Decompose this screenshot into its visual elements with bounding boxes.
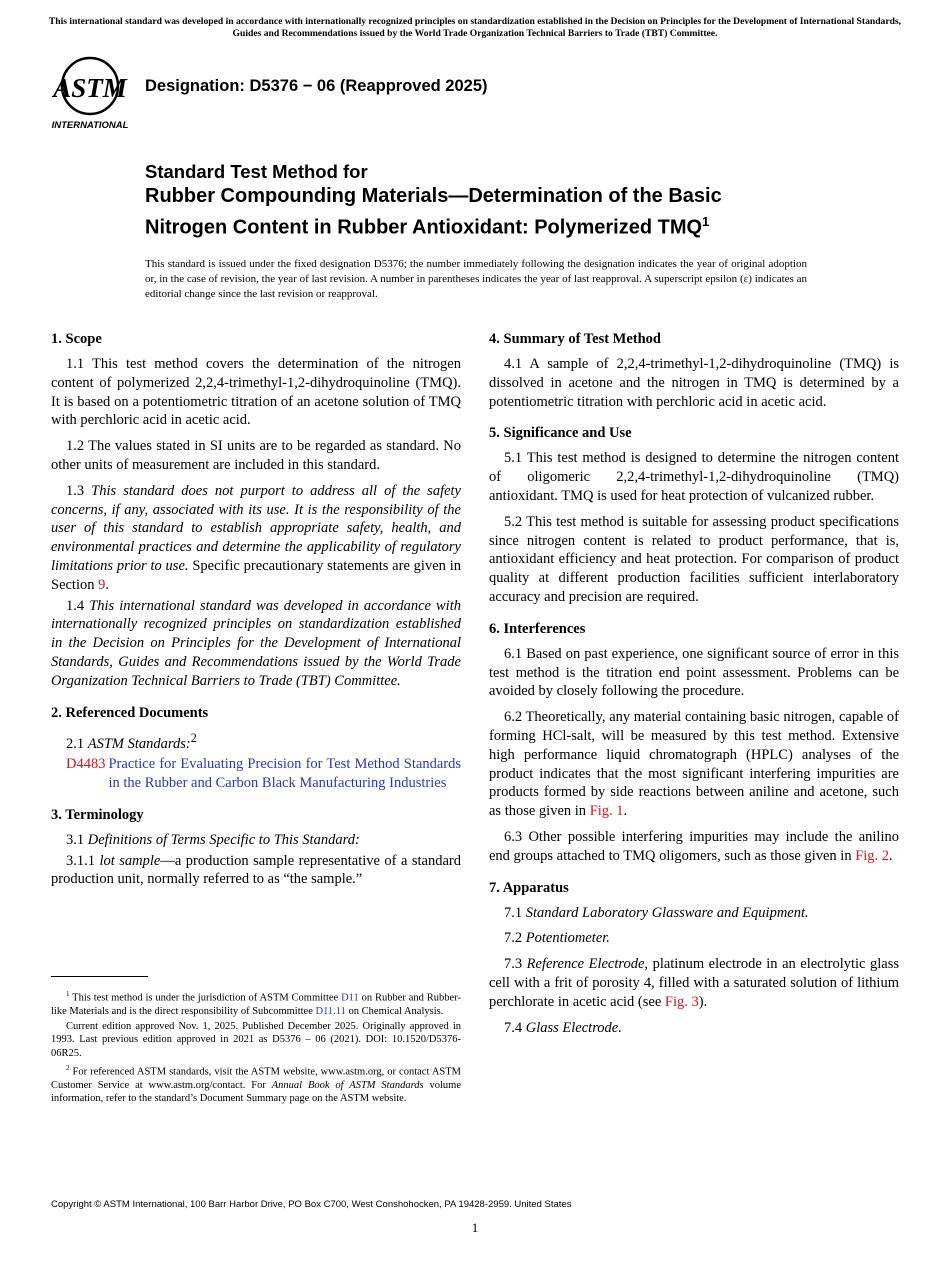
title-line-2: Rubber Compounding Materials—Determination of the Basic bbox=[145, 185, 722, 207]
section-summary bbox=[489, 330, 899, 411]
footnote-1-edition: Current edition approved Nov. 1, 2025. Published December 2025. Originally approved in 1993. Last previous edition approved in 2021 as D5376 – 06 (2021). DOI: 10.1520/D5376-06R25. bbox=[51, 1021, 461, 1059]
section-9-link[interactable]: 9 bbox=[98, 576, 106, 593]
section-heading: 3. Terminology bbox=[51, 806, 144, 823]
section-referenced-documents bbox=[51, 704, 461, 793]
title-line-1: Standard Test Method for bbox=[145, 161, 368, 182]
paragraph-6-1: 6.1 Based on past experience, one significant source of error in this test method is the titration end point assessment. Problems can be avoided by closely following the procedure. bbox=[489, 645, 899, 700]
paragraph-3-1-1: 3.1.1 lot sample—a production sample representative of a standard production unit, normally referred to as “the sample.” bbox=[51, 852, 462, 888]
paragraph-5-2: 5.2 This test method is suitable for assessing product specifications since nitrogen content is related to product performance, that is, antioxidant efficiency and heat protection. For comparison of product quality at different production facilities sufficient interlaboratory accuracy and precision are required. bbox=[489, 513, 899, 605]
paragraph-1-1: 1.1 This test method covers the determination of the nitrogen content of polymerized 2,2,4-trimethyl-1,2-dihydroquinoline (TMQ). It is based on a potentiometric titration of an acetone solution of TMQ with perchloric acid in acetic acid. bbox=[51, 356, 461, 429]
footnote-divider bbox=[51, 976, 148, 977]
astm-logo bbox=[52, 56, 136, 130]
section-scope bbox=[51, 330, 461, 691]
section-heading: 4. Summary of Test Method bbox=[489, 331, 661, 347]
left-column bbox=[51, 330, 461, 902]
committee-d11-link[interactable]: D11 bbox=[341, 992, 359, 1004]
section-heading: 6. Interferences bbox=[489, 620, 586, 637]
paragraph-1-4: 1.4 This international standard was developed in accordance with internationally recognized principles on standardization established in the Decision on Principles for the Development of International Standards, Guides and Recommendations issued by the World Trade Organization Technical Barriers to Trade (TBT) Committee. bbox=[51, 597, 461, 689]
section-heading: 5. Significance and Use bbox=[489, 425, 632, 442]
copyright: Copyright © ASTM International, 100 Barr Harbor Drive, PO Box C700, West Conshohocken, PA 19428-2959. United States bbox=[51, 1199, 572, 1210]
ref-title-link[interactable]: Practice for Evaluating Precision for Test Method Standards in the Rubber and Carbon Black Manufacturing Industries bbox=[108, 756, 461, 791]
paragraph-1-3: 1.3 This standard does not purport to address all of the safety concerns, if any, associated with its use. It is the responsibility of the user of this standard to establish appropriate safety, health, and environmental practices and determine the applicability of regulatory limitations prior to use. Specific precautionary statements are given in Section 9. bbox=[51, 482, 461, 593]
paragraph-2-1: 2.1 ASTM Standards:$^2$ bbox=[66, 730, 197, 752]
section-heading: 2. Referenced Documents bbox=[51, 704, 209, 721]
title-line-3: Nitrogen Content in Rubber Antioxidant: Polymerized TMQ bbox=[145, 216, 703, 239]
paragraph-7-1: 7.1 Standard Laboratory Glassware and Equipment. bbox=[504, 904, 809, 921]
paragraph-4-1: 4.1 A sample of 2,2,4-trimethyl-1,2-dihydroquinoline (TMQ) is dissolved in acetone and the nitrogen in TMQ is determined by a potentiometric titration with perchloric acid in acetic acid. bbox=[489, 356, 899, 410]
paragraph-1-2: 1.2 The values stated in SI units are to be regarded as standard. No other units of measurement are included in this standard. bbox=[51, 438, 461, 473]
title-footnote-mark: 1 bbox=[702, 214, 710, 229]
logo-letters: ASTM bbox=[53, 73, 127, 103]
paragraph-3-1: 3.1 Definitions of Terms Specific to This Standard: bbox=[66, 831, 360, 848]
section-apparatus bbox=[489, 879, 899, 1038]
section-heading: 7. Apparatus bbox=[489, 879, 569, 896]
section-interferences bbox=[489, 620, 899, 866]
section-heading: 1. Scope bbox=[51, 331, 102, 347]
paragraph-7-3: 7.3 Reference Electrode, platinum electrode in an electrolytic glass cell with a frit of porosity 4, filled with a saturated solution of lithium perchlorate in acetic acid (see Fig. 3). bbox=[489, 956, 900, 1010]
section-terminology bbox=[51, 806, 461, 889]
logo-wordmark: INTERNATIONAL bbox=[52, 120, 129, 130]
astm-logo-icon bbox=[52, 56, 136, 130]
document-title bbox=[145, 160, 865, 241]
fig-2-link[interactable]: Fig. 2 bbox=[855, 847, 890, 864]
right-column bbox=[489, 330, 899, 1050]
subcommittee-d11-11-link[interactable]: D11.11 bbox=[315, 1005, 346, 1017]
section-significance bbox=[489, 424, 899, 606]
referenced-standard[interactable] bbox=[66, 755, 461, 793]
paragraph-6-2: 6.2 Theoretically, any material containing basic nitrogen, capable of forming HCl-salt, will be measured by this test method. Extensive high performance liquid chromatograph (HPLC) analyses of the product indicates that the most significant interfering impurities are products formed by side reactions between aniline and acetone, such as those given in Fig. 1. bbox=[489, 709, 899, 820]
fig-1-link[interactable]: Fig. 1 bbox=[589, 803, 624, 820]
top-note: This international standard was developed in accordance with internationally recognized principles on standardization established in the Decision on Principles for the Development of International Standards, Guides and Recommendations issued by the World Trade Organization Technical Barriers to Trade (TBT) Committee. bbox=[48, 16, 902, 39]
paragraph-5-1: 5.1 This test method is designed to determine the nitrogen content of oligomeric 2,2,4-trimethyl-1,2-dihydroquinoline (TMQ) antioxidant. TMQ is used for heat protection of vulcanized rubber. bbox=[489, 450, 899, 504]
ref-code-link[interactable]: D4483 bbox=[66, 756, 106, 773]
designation: Designation: D5376 − 06 (Reapproved 2025) bbox=[145, 77, 488, 95]
footnotes bbox=[51, 988, 461, 1107]
page-number: 1 bbox=[471, 1220, 479, 1235]
intro-paragraph: This standard is issued under the fixed designation D5376; the number immediately following the designation indicates the year of original adoption or, in the case of revision, the year of last revision. A number in parentheses indicates the year of last reapproval. A superscript epsilon (ε) indicates an editorial change since the last revision or reapproval. bbox=[145, 258, 807, 300]
paragraph-6-3: 6.3 Other possible interfering impurities may include the anilino end groups attached to TMQ oligomers, such as those given in Fig. 2. bbox=[489, 828, 899, 864]
paragraph-7-2: 7.2 Potentiometer. bbox=[504, 930, 610, 947]
footnote-1: $^1$ This test method is under the jurisdiction of ASTM Committee D11 on Rubber and Rubber-like Materials and is the direct responsibility of Subcommittee D11.11 on Chemical Analysis. bbox=[51, 990, 461, 1017]
paragraph-7-4: 7.4 Glass Electrode. bbox=[504, 1019, 622, 1036]
fig-3-link[interactable]: Fig. 3 bbox=[664, 993, 699, 1010]
footnote-2: $^2$ For referenced ASTM standards, visit the ASTM website, www.astm.org, or contact ASTM Customer Service at www.astm.org/contact. For Annual Book of ASTM Standards volume information, refer to the standard’s Document Summary page on the ASTM website. bbox=[51, 1063, 462, 1105]
